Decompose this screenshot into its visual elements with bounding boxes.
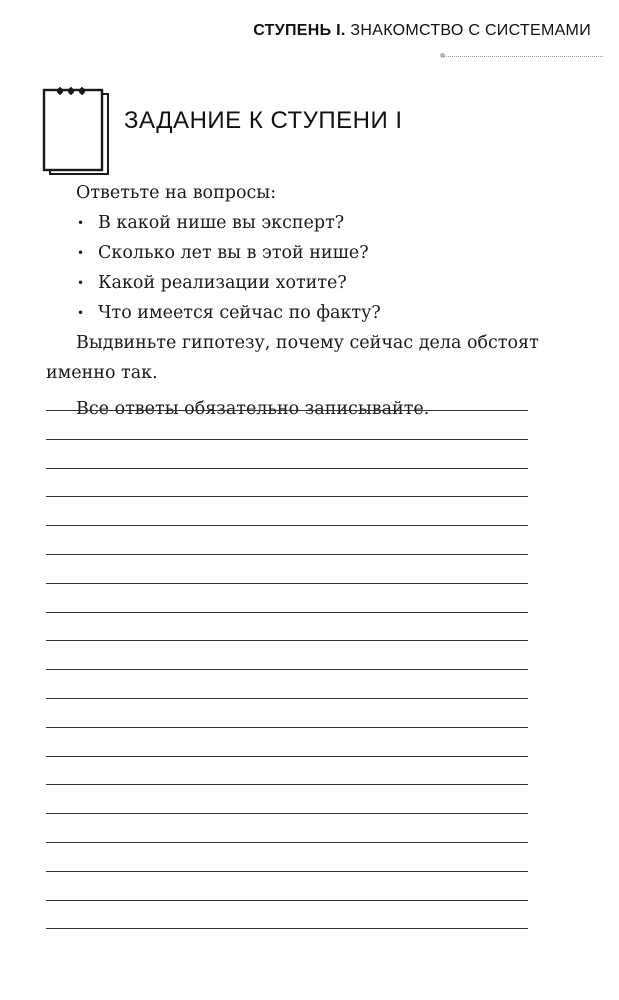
writing-lines [46,410,528,957]
answer-line [46,525,528,526]
answer-line [46,871,528,872]
task-title: ЗАДАНИЕ К СТУПЕНИ I [124,107,403,134]
answer-line [46,727,528,728]
answer-line [46,900,528,901]
question-item [46,238,546,268]
bullet-icon: • [77,216,85,230]
task-intro: Ответьте на вопросы: [76,183,277,203]
answer-line [46,554,528,555]
answer-line [46,410,528,411]
notebook-icon [40,86,112,178]
running-header-step: СТУПЕНЬ I. [253,22,346,39]
question-item [46,268,546,298]
running-header-chapter: ЗНАКОМСТВО С СИСТЕМАМИ [350,22,591,39]
bullet-icon: • [77,306,85,320]
answer-line [46,669,528,670]
bullet-icon: • [77,246,85,260]
answer-line [46,842,528,843]
answer-line [46,439,528,440]
question-item [46,208,546,238]
reminder-instruction: Все ответы обязательно записывайте. [76,399,430,419]
task-content [46,178,546,424]
answer-line [46,496,528,497]
answer-line [46,813,528,814]
answer-line [46,928,528,929]
answer-line [46,784,528,785]
answer-line [46,640,528,641]
question-list [46,208,546,328]
hypothesis-instruction: Выдвиньте гипотезу, почему сейчас дела обстоят именно так. [46,333,539,383]
question-text: В какой нише вы эксперт? [98,213,345,233]
header-rule [443,56,603,57]
answer-line [46,468,528,469]
question-item [46,298,546,328]
bullet-icon: • [77,276,85,290]
answer-line [46,698,528,699]
running-header [253,22,591,40]
answer-line [46,583,528,584]
question-text: Что имеется сейчас по факту? [98,303,381,323]
question-text: Какой реализации хотите? [98,273,347,293]
answer-line [46,612,528,613]
question-text: Сколько лет вы в этой нише? [98,243,369,263]
answer-line [46,756,528,757]
